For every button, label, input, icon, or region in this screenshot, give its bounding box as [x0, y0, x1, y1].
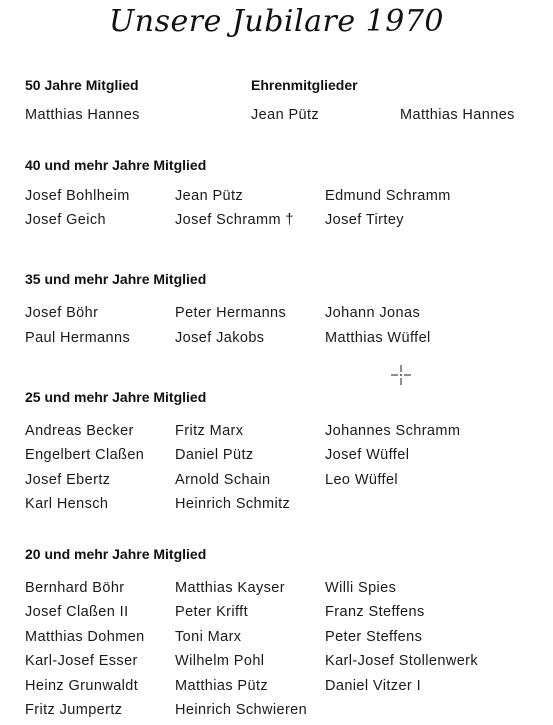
member-name: Matthias Pütz: [175, 678, 269, 694]
member-name: Daniel Pütz: [175, 447, 254, 463]
member-name: Jean Pütz: [251, 107, 320, 123]
member-name: Heinrich Schwieren: [175, 702, 308, 718]
member-name: Matthias Hannes: [25, 107, 140, 123]
member-name: Josef Tirtey: [325, 212, 404, 228]
member-name: Daniel Vitzer I: [325, 678, 421, 694]
member-name: Heinrich Schmitz: [175, 496, 291, 512]
member-name: Peter Steffens: [325, 629, 423, 645]
member-name: Fritz Jumpertz: [25, 702, 123, 718]
crosshair-icon: [390, 364, 412, 386]
member-name: Karl-Josef Esser: [25, 653, 138, 669]
member-name: Jean Pütz: [175, 188, 244, 204]
member-name: Leo Wüffel: [325, 472, 399, 488]
member-name: Josef Jakobs: [175, 330, 265, 346]
member-name: Josef Bohlheim: [25, 188, 130, 204]
member-name: Josef Böhr: [25, 305, 99, 321]
member-name: Matthias Hannes: [400, 107, 515, 123]
member-name: Heinz Grunwaldt: [25, 678, 139, 694]
section-heading-honorary: Ehrenmitglieder: [251, 77, 358, 93]
member-name: Peter Hermanns: [175, 305, 287, 321]
member-name: Johannes Schramm: [325, 423, 461, 439]
section-heading-25: 25 und mehr Jahre Mitglied: [25, 389, 207, 405]
member-name: Johann Jonas: [325, 305, 421, 321]
member-name: Peter Krifft: [175, 604, 249, 620]
member-name: Andreas Becker: [25, 423, 134, 439]
member-name: Josef Geich: [25, 212, 106, 228]
member-name: Karl Hensch: [25, 496, 109, 512]
section-heading-40: 40 und mehr Jahre Mitglied: [25, 157, 207, 173]
member-name: Wilhelm Pohl: [175, 653, 265, 669]
member-name: Josef Claßen II: [25, 604, 129, 620]
member-name: Matthias Kayser: [175, 580, 285, 596]
member-name: Josef Ebertz: [25, 472, 111, 488]
member-name: Fritz Marx: [175, 423, 244, 439]
section-heading-50: 50 Jahre Mitglied: [25, 77, 139, 93]
member-name: Karl-Josef Stollenwerk: [325, 653, 479, 669]
member-name: Paul Hermanns: [25, 330, 131, 346]
section-heading-20: 20 und mehr Jahre Mitglied: [25, 546, 207, 562]
member-name: Franz Steffens: [325, 604, 425, 620]
member-name: Josef Wüffel: [325, 447, 410, 463]
member-name: Edmund Schramm: [325, 188, 451, 204]
member-name: Matthias Dohmen: [25, 629, 145, 645]
member-name: Arnold Schain: [175, 472, 271, 488]
member-name: Willi Spies: [325, 580, 397, 596]
page-title: Unsere Jubilare 1970: [109, 4, 444, 39]
section-heading-35: 35 und mehr Jahre Mitglied: [25, 271, 207, 287]
member-name: Toni Marx: [175, 629, 242, 645]
member-name: Bernhard Böhr: [25, 580, 125, 596]
member-name: Matthias Wüffel: [325, 330, 431, 346]
member-name: Josef Schramm †: [175, 212, 294, 228]
member-name: Engelbert Claßen: [25, 447, 145, 463]
